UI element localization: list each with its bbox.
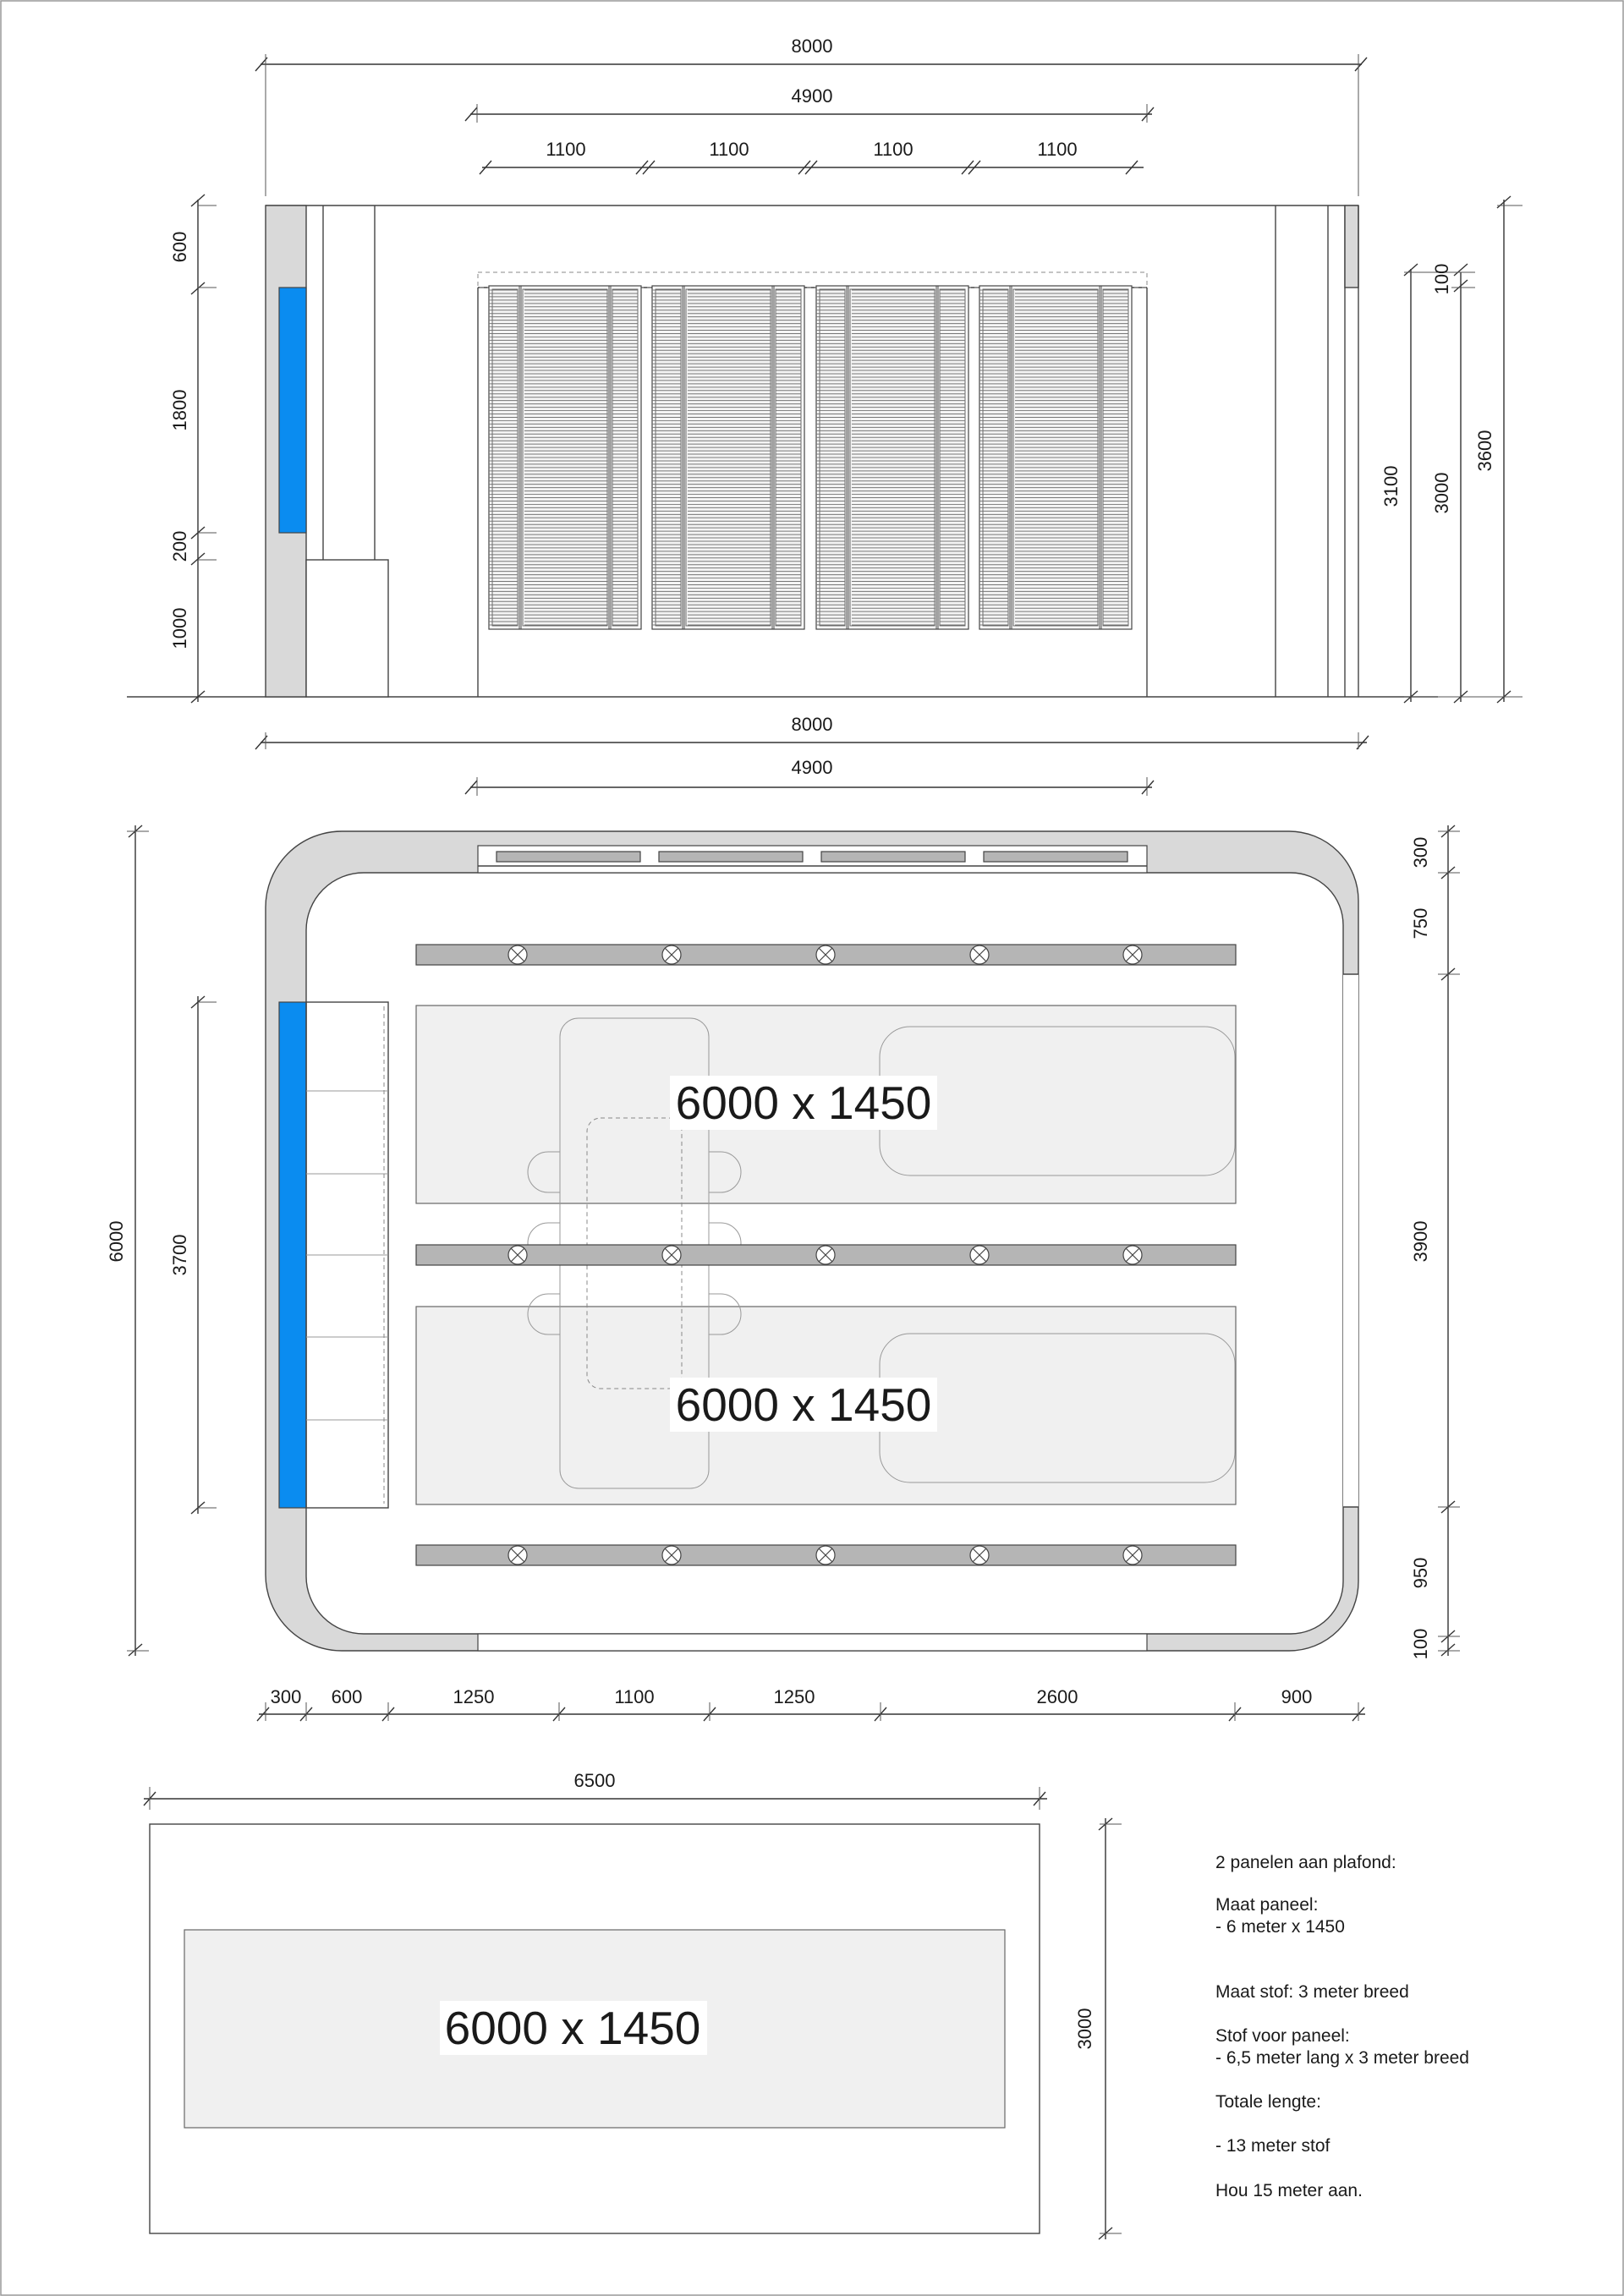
plan-panel-2-label: 6000 x 1450 [675, 1378, 932, 1431]
lamp-icon [662, 1246, 681, 1264]
elevation-slat-panels [489, 286, 1132, 629]
fabric-dim-width-label: 6500 [573, 1770, 616, 1791]
elevation-dim-panel-2: 1100 [709, 139, 749, 160]
elevation-dim-right [1380, 196, 1522, 703]
plan-dim-top-panels-label: 4900 [791, 757, 833, 778]
plan-dim-bottom-900: 900 [1281, 1686, 1313, 1707]
elevation-right-wall-cap [1345, 205, 1358, 288]
plan-panel-1-label: 6000 x 1450 [675, 1077, 932, 1129]
lamp-icon [816, 1246, 835, 1264]
plan-light-bar-1 [416, 945, 1236, 965]
note-line-7: Totale lengte: [1215, 2092, 1321, 2112]
elevation-dim-right-100: 100 [1431, 263, 1452, 295]
elevation-dim-panel-3: 1100 [873, 139, 914, 160]
elevation-dim-panel-4: 1100 [1037, 139, 1078, 160]
lamp-icon [816, 945, 835, 964]
lamp-icon [662, 1546, 681, 1564]
elevation-dim-left [169, 195, 217, 703]
elevation-dim-left-1000: 1000 [169, 607, 190, 649]
lamp-icon [970, 945, 989, 964]
elevation-dim-left-600: 600 [169, 231, 190, 263]
plan-dim-bottom-300: 300 [270, 1686, 302, 1707]
elevation-dim-panel-1: 1100 [546, 139, 586, 160]
elevation-dim-panels-label: 4900 [791, 85, 833, 107]
plan-dim-bottom-1100: 1100 [614, 1686, 655, 1707]
elevation-view [127, 36, 1522, 703]
plan-blue-cabinet [279, 1002, 306, 1508]
plan-dim-top [255, 714, 1369, 796]
lamp-icon [1123, 1246, 1142, 1264]
lamp-icon [508, 1546, 527, 1564]
note-line-3: - 6 meter x 1450 [1215, 1917, 1345, 1937]
lamp-icon [1123, 945, 1142, 964]
plan-dim-bottom-600: 600 [331, 1686, 363, 1707]
plan-dim-cabinet-label: 3700 [169, 1234, 190, 1276]
plan-light-bar-2 [416, 1245, 1236, 1265]
elevation-dim-overall [255, 36, 1367, 196]
plan-dim-top-width-label: 8000 [791, 714, 833, 735]
plan-dim-right-100: 100 [1410, 1628, 1431, 1660]
note-line-5: Stof voor paneel: [1215, 2026, 1350, 2046]
plan-dim-right-750: 750 [1410, 907, 1431, 940]
lamp-icon [970, 1246, 989, 1264]
elevation-blue-panel [279, 288, 306, 533]
elevation-dim-left-1800: 1800 [169, 389, 190, 431]
lamp-icon [508, 1246, 527, 1264]
note-line-2: Maat paneel: [1215, 1895, 1319, 1915]
plan-dim-bottom [257, 1686, 1365, 1721]
note-line-4: Maat stof: 3 meter breed [1215, 1982, 1409, 2002]
lamp-icon [662, 945, 681, 964]
elevation-dim-panel-widths [480, 139, 1144, 174]
note-line-8: - 13 meter stof [1215, 2136, 1330, 2156]
plan-dim-bottom-1250b: 1250 [773, 1686, 815, 1707]
plan-dim-right-300: 300 [1410, 836, 1431, 869]
elevation-cabinet [306, 560, 388, 697]
plan-dim-bottom-1250a: 1250 [453, 1686, 495, 1707]
lamp-icon [816, 1546, 835, 1564]
lamp-icon [508, 945, 527, 964]
elevation-dim-right-3600: 3600 [1474, 430, 1495, 472]
plan-dim-right [1410, 825, 1460, 1659]
plan-light-bar-3 [416, 1545, 1236, 1565]
elevation-dim-panels [465, 85, 1154, 123]
plan-view [106, 714, 1460, 1721]
plan-dim-right-3900: 3900 [1410, 1220, 1431, 1263]
note-line-6: - 6,5 meter lang x 3 meter breed [1215, 2048, 1469, 2068]
elevation-dim-right-3100: 3100 [1380, 465, 1402, 507]
fabric-panel-label: 6000 x 1450 [444, 2002, 701, 2054]
fabric-dim-height-label: 3000 [1074, 2008, 1095, 2050]
lamp-icon [970, 1546, 989, 1564]
note-line-1: 2 panelen aan plafond: [1215, 1853, 1396, 1872]
fabric-view [144, 1770, 1122, 2239]
note-line-9: Hou 15 meter aan. [1215, 2181, 1363, 2200]
plan-dim-left [106, 825, 217, 1656]
elevation-dim-right-3000: 3000 [1431, 472, 1452, 514]
plan-dim-bottom-2600: 2600 [1036, 1686, 1078, 1707]
elevation-dim-overall-label: 8000 [791, 36, 833, 57]
notes-block [1215, 1853, 1469, 2200]
plan-dim-depth-label: 6000 [106, 1220, 127, 1263]
plan-dim-right-950: 950 [1410, 1557, 1431, 1589]
elevation-dim-left-200: 200 [169, 530, 190, 562]
lamp-icon [1123, 1546, 1142, 1564]
